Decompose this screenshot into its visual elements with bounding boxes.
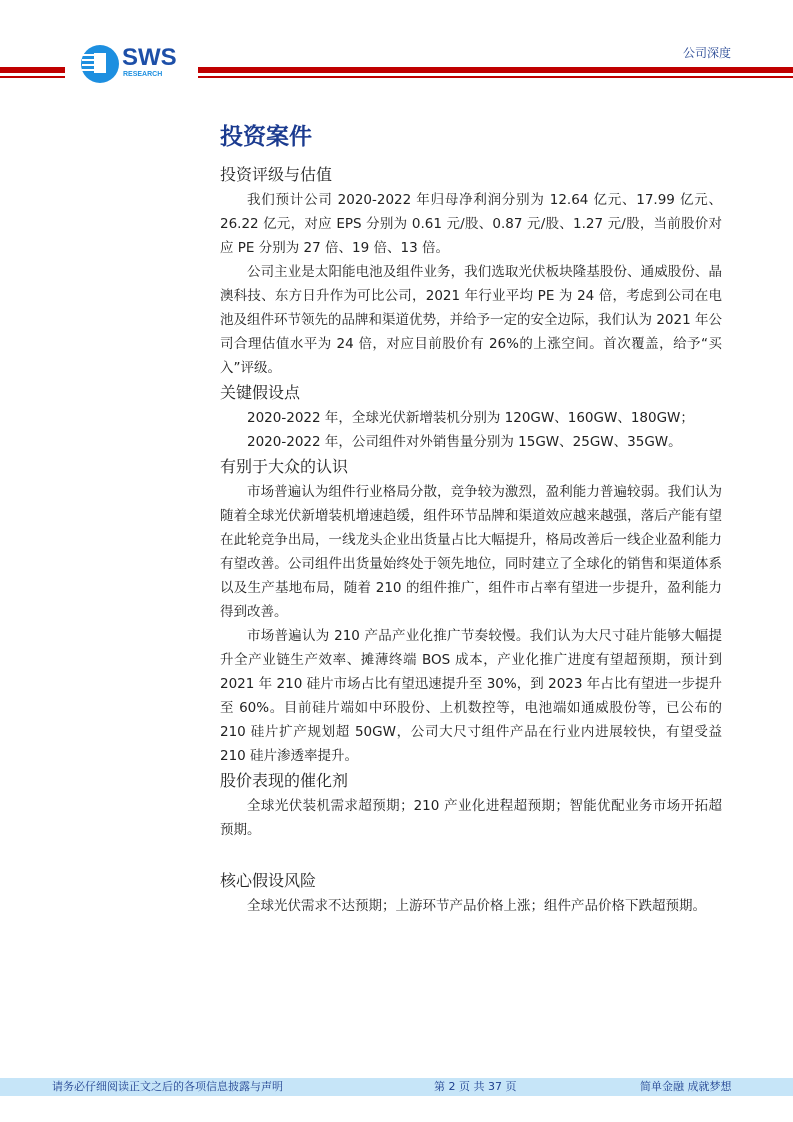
disclaimer-text: 请务必仔细阅读正文之后的各项信息披露与声明 <box>52 1080 283 1093</box>
section-heading: 关键假设点 <box>220 383 301 402</box>
section-heading: 投资评级与估值 <box>220 165 333 184</box>
paragraph: 市场普遍认为 210 产品产业化推广节奏较慢。我们认为大尺寸硅片能够大幅提升全产业链生产效率、摊薄终端 BOS 成本，产业化推广进度有望超预期，预计到 2021 年 210 硅片市场占比有望迅速提升至 30%，到 2023 年占比有望进一步提升至 60%。目前硅片端如中环股份、上机数控等，电池端如通威股份等，已公布的 210 硅片扩产规划超 50GW，公司大尺寸组件产品在行业内进展较快，有望受益 210 硅片渗透率提升。 <box>220 628 722 764</box>
page-number: 第 2 页 共 37 页 <box>434 1080 517 1093</box>
document-body <box>220 120 722 918</box>
section-heading: 核心假设风险 <box>220 871 317 890</box>
header-rule <box>0 76 65 78</box>
sws-logo: SWS RESEARCH <box>80 44 180 84</box>
document-type: 公司深度 <box>682 46 731 60</box>
section-heading: 股价表现的催化剂 <box>220 771 349 790</box>
page-footer <box>0 1078 793 1096</box>
paragraph: 2020-2022 年，公司组件对外销售量分别为 15GW、25GW、35GW。 <box>247 434 682 450</box>
header-rule <box>198 67 793 73</box>
logo-globe-icon <box>80 44 120 84</box>
paragraph: 公司主业是太阳能电池及组件业务，我们选取光伏板块隆基股份、通威股份、晶澳科技、东方日升作为可比公司，2021 年行业平均 PE 为 24 倍，考虑到公司在电池及组件环节领先的品牌和渠道优势，并给予一定的安全边际，我们认为 2021 年公司合理估值水平为 24 倍，对应目前股价有 26%的上涨空间。首次覆盖，给予“买入”评级。 <box>220 264 722 376</box>
paragraph: 全球光伏需求不达预期；上游环节产品价格上涨；组件产品价格下跌超预期。 <box>247 898 706 914</box>
paragraph: 市场普遍认为组件行业格局分散，竞争较为激烈，盈利能力普遍较弱。我们认为随着全球光伏新增装机增速趋缓，组件环节品牌和渠道效应越来越强，落后产能有望在此轮竞争出局，一线龙头企业出货量占比大幅提升，格局改善后一线企业盈利能力有望改善。公司组件出货量始终处于领先地位，同时建立了全球化的销售和渠道体系以及生产基地布局，随着 210 的组件推广，组件市占率有望进一步提升，盈利能力得到改善。 <box>220 484 722 620</box>
section-heading: 有别于大众的认识 <box>220 457 349 476</box>
header-rule <box>0 67 65 73</box>
paragraph: 我们预计公司 2020-2022 年归母净利润分别为 12.64 亿元、17.99 亿元、26.22 亿元，对应 EPS 分别为 0.61 元/股、0.87 元/股、1.27 元/股，当前股价对应 PE 分别为 27 倍、19 倍、13 倍。 <box>220 192 722 256</box>
slogan: 简单金融 成就梦想 <box>640 1080 732 1093</box>
page-title: 投资案件 <box>220 124 312 150</box>
header-rule <box>198 76 793 78</box>
paragraph: 全球光伏装机需求超预期；210 产业化进程超预期；智能优配业务市场开拓超预期。 <box>220 798 722 838</box>
paragraph: 2020-2022 年，全球光伏新增装机分别为 120GW、160GW、180GW； <box>247 410 694 426</box>
